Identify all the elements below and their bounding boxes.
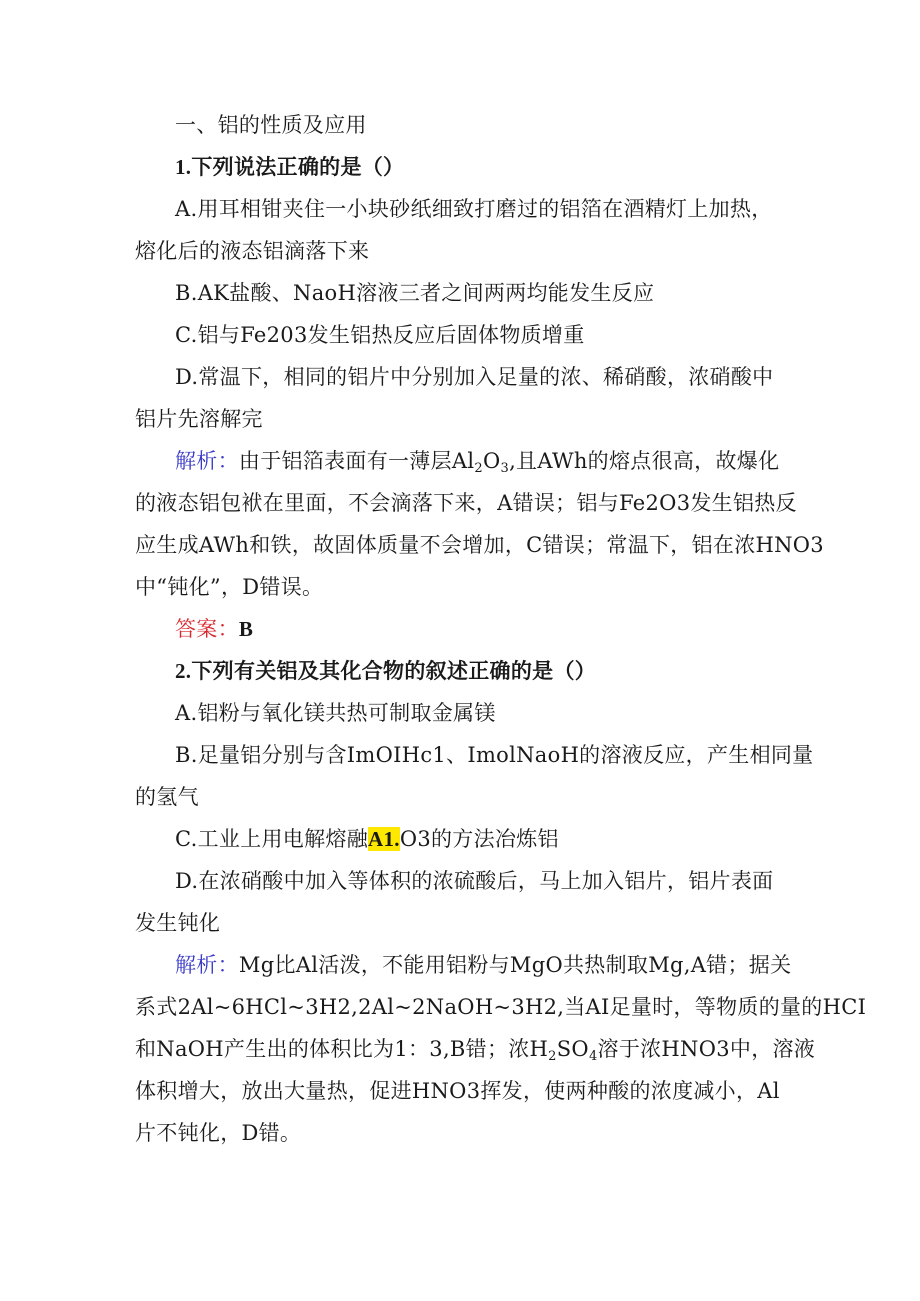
analysis-text: 溶于浓HNO3中，溶液 — [597, 1037, 816, 1061]
option-d: D.常温下，相同的铝片中分别加入足量的浓、稀硝酸，浓硝酸中 — [175, 365, 774, 389]
analysis-label: 解析： — [175, 449, 239, 473]
analysis-text: 由于铝箔表面有一薄层Al — [238, 449, 475, 473]
subscript: 3 — [500, 461, 510, 476]
subscript: 4 — [588, 1049, 598, 1064]
analysis-line: 的液态铝包袱在里面，不会滴落下来，A错误；铝与Fe2O3发生铝热反 — [135, 491, 797, 515]
analysis-line: 系式2Al~6HCl~3H2,2Al~2NaOH~3H2,当AI足量时，等物质的量的HCI — [135, 995, 867, 1019]
subscript: 2 — [548, 1049, 557, 1064]
analysis-line — [135, 440, 790, 482]
option-b-cont: 的氢气 — [135, 785, 199, 809]
question-2 — [135, 650, 867, 1154]
analysis-text: SO — [556, 1037, 589, 1061]
analysis-text: 和NaOH产生出的体积比为1：3,B错；浓H — [135, 1037, 549, 1061]
option-b: B.足量铝分别与含ImOIHc1、ImolNaoH的溶液反应，产生相同量 — [175, 743, 814, 767]
analysis-text: O — [482, 449, 501, 473]
option-a: A.铝粉与氧化镁共热可制取金属镁 — [175, 701, 496, 725]
question-stem: 1.下列说法正确的是（） — [175, 155, 405, 179]
option-d-cont: 铝片先溶解完 — [135, 407, 263, 431]
analysis-label: 解析： — [175, 953, 239, 977]
option-c: C.铝与Fe203发生铝热反应后固体物质增重 — [175, 323, 585, 347]
analysis-line: 体积增大，放出大量热，促进HNO3挥发，使两种酸的浓度减小，Al — [135, 1079, 780, 1103]
option-a-cont: 熔化后的液态铝滴落下来 — [135, 239, 370, 263]
option-d: D.在浓硝酸中加入等体积的浓硫酸后，马上加入铝片，铝片表面 — [175, 869, 774, 893]
answer-label: 答案： — [175, 617, 239, 641]
option-a: A.用耳相钳夹住一小块砂纸细致打磨过的铝箔在酒精灯上加热， — [175, 197, 773, 221]
option-text: O3的方法冶炼铝 — [399, 827, 559, 851]
analysis-text: Mg比Al活泼，不能用铝粉与MgO共热制取Mg,A错；据关 — [238, 953, 792, 977]
option-c — [135, 818, 790, 860]
question-1 — [135, 146, 824, 650]
option-d-cont: 发生钝化 — [135, 911, 221, 935]
document-page — [135, 104, 867, 1154]
answer-value: B — [238, 617, 254, 641]
analysis-line: 中“钝化”，D错误。 — [135, 575, 324, 599]
answer-line — [135, 608, 790, 650]
option-text: C.工业上用电解熔融 — [175, 827, 368, 851]
highlighted-text: A1. — [368, 827, 400, 851]
section-title: 一、铝的性质及应用 — [175, 113, 367, 137]
question-stem: 2.下列有关铝及其化合物的叙述正确的是（） — [175, 659, 597, 683]
analysis-line — [135, 1028, 816, 1070]
analysis-line: 应生成AWh和铁，故固体质量不会增加，C错误；常温下，铝在浓HNO3 — [135, 533, 824, 557]
analysis-line — [135, 944, 790, 986]
analysis-text: ,且AWh的熔点很高，故爆化 — [509, 449, 780, 473]
subscript: 2 — [474, 461, 483, 476]
option-b: B.AK盐酸、NaoH溶液三者之间两两均能发生反应 — [175, 281, 655, 305]
analysis-line: 片不钝化，D错。 — [135, 1121, 302, 1145]
